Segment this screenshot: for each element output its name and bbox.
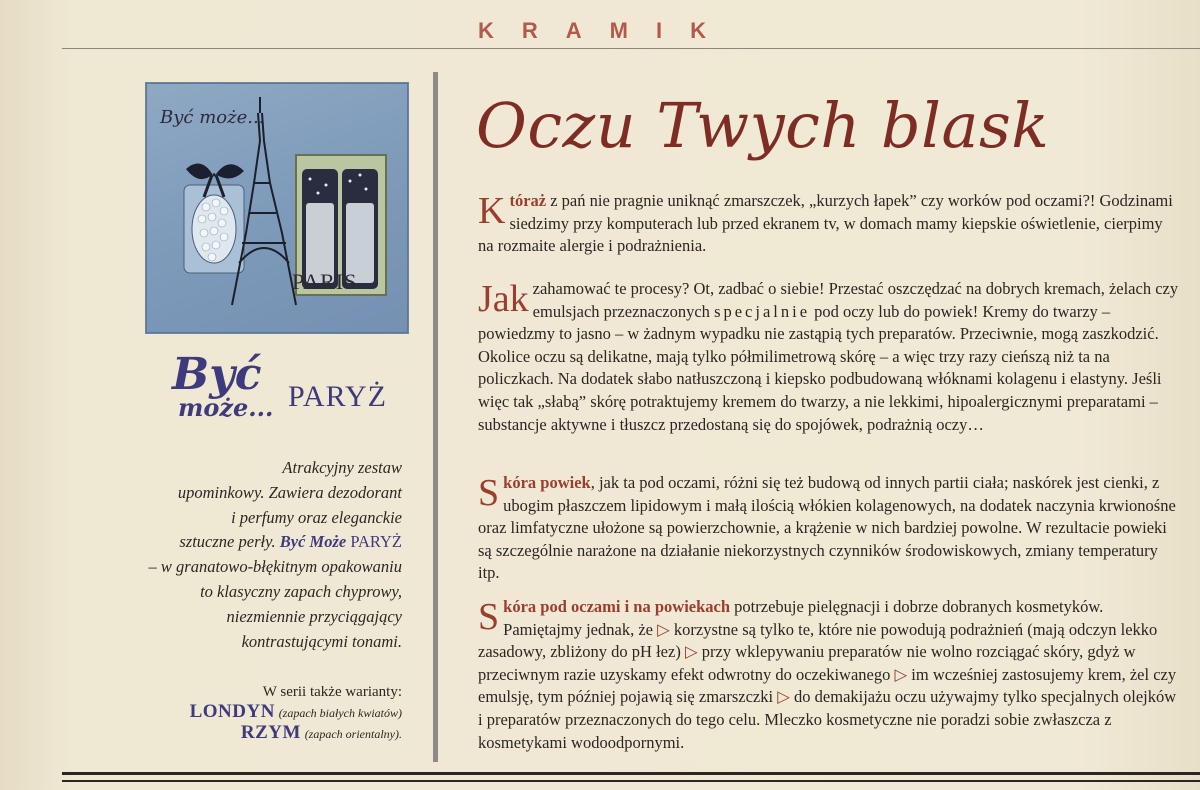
triangle-bullet-icon: ▷ [894, 664, 908, 684]
paragraph-lead: kóra powiek [503, 473, 591, 492]
desc-line: kontrastującymi tonami. [241, 631, 402, 651]
spaced-word: specjalnie [714, 301, 811, 321]
desc-brand-city: PARYŻ [350, 532, 402, 552]
drop-cap: K [478, 190, 506, 232]
article-paragraph [478, 278, 1180, 436]
desc-brand: Być Może [279, 532, 347, 552]
drop-cap: Jak [478, 278, 529, 320]
bottom-rule [62, 772, 1200, 775]
desc-text: sztuczne perły. [179, 532, 276, 552]
paragraph-text: potrzebuje pielęgnacji i dobrze dobranych kosmetyków. Pamiętajmy jednak, że [503, 597, 1104, 639]
brand-script-line2: może... [178, 393, 274, 422]
drop-cap: S [478, 472, 500, 514]
paragraph-text: pod oczy lub do powiek! Kremy do twarzy – powiedzmy to jasno – w żadnym wypadku nie zastąpią tych preparatów. Przeciwnie, mogą zaszkodzić. Okolice oczu są delikatne, mają tylko półmilimetrową skórę – a więc trzy razy cieńszą niż ta na policzkach. Na dodatek słabo natłuszczoną i kiepsko podbudowaną włóknami kolagenu i elastyny. Jeśli więc tak „słabą” skórę potraktujemy kremem do twarzy, a nie lekkimi, hipoalergicznymi preparatami – substancje aktywne i tłuszcz przedostaną się do spojówek, podrażnią oczy… [478, 301, 1162, 434]
section-header: KRAMIK [478, 18, 734, 43]
paragraph-lead: tóraż [509, 191, 547, 210]
paragraph-text: im wcześniej zastosujemy krem, żel czy emulsję, tym później pojawią się zmarszczki [478, 664, 1177, 707]
article-paragraph [478, 190, 1180, 258]
article-paragraph [478, 596, 1180, 754]
series-item-rome [130, 723, 402, 744]
series-note: (zapach białych kwiatów) [278, 706, 402, 720]
series-variants [130, 682, 402, 744]
paragraph-lead: kóra pod oczami i na powiekach [503, 597, 731, 616]
paragraph-text: , jak ta pod oczami, różni się też budową od innych partii ciała; naskórek jest cienki, z ubogim płaszczem lipidowym i małą ilością włókien kolagenowych, na dodatek naczynia krwionośne oraz limfatyczne ułożone są powierzchownie, a krążenie w nich bardziej powolne. W rezultacie powieki są szczególnie narażone na działanie niekorzystnych czynników środowiskowych, zmiany temperatury itp. [478, 473, 1176, 583]
drop-cap: S [478, 596, 500, 638]
paragraph-text: z pań nie pragnie uniknąć zmarszczek, „kurzych łapek” czy worków pod oczami?! Godzinami siedzimy przy komputerach lub przed ekranem tv, w domach mamy kiepskie oświetlenie, cierpimy na rozmaite alergie i podrażnienia. [478, 191, 1173, 256]
brand-script-line1: Być [172, 349, 262, 400]
product-photo [145, 82, 409, 334]
series-city: RZYM [240, 722, 301, 743]
desc-line: upominkowy. Zawiera dezodorant [177, 482, 402, 502]
series-city: LONDYN [189, 701, 275, 722]
series-intro: W serii także warianty: [262, 684, 402, 700]
bottom-rule-secondary [62, 780, 1200, 782]
article-title: Oczu Twych blask [476, 89, 1050, 162]
paragraph-text: do demakijażu oczu używajmy tylko specjalnych olejków i preparatów przeznaczonych do tego celu. Mleczko kosmetyczne nie poradzi sobie zwłaszcza z kosmetykami wodoodpornymi. [478, 687, 1177, 752]
desc-line: – w granatowo-błękitnym opakowaniu [148, 557, 402, 577]
desc-line: niezmiennie przyciągający [226, 606, 402, 626]
product-description [110, 456, 402, 654]
brand-city: PARYŻ [288, 380, 387, 413]
product-paris-label: PARIS [292, 269, 358, 294]
desc-line [110, 530, 402, 555]
header-rule [62, 48, 1200, 49]
series-note: (zapach orientalny). [304, 727, 402, 741]
triangle-bullet-icon: ▷ [777, 687, 790, 707]
paragraph-text: zahamować te procesy? Ot, zadbać o siebie! Przestać oszczędzać na dobrych kremach, żelach czy emulsjach przeznaczonych [532, 279, 1179, 321]
triangle-bullet-icon: ▷ [684, 642, 698, 662]
desc-line: Atrakcyjny zestaw [282, 458, 402, 477]
triangle-bullet-icon: ▷ [657, 619, 670, 639]
product-brand-script: Być może... [160, 107, 265, 128]
paragraph-text: korzystne są tylko te, które nie powodują podrażnień (mają odczyn lekko zasadowy, zbliżony do pH łez) [478, 619, 1158, 662]
desc-line: to klasyczny zapach chyprowy, [200, 581, 402, 601]
desc-line: i perfumy oraz eleganckie [231, 507, 402, 527]
series-item-london [130, 702, 402, 723]
paragraph-text: przy wklepywaniu preparatów nie wolno rozciągać skóry, gdyż w przeciwnym razie uzyskamy efekt odwrotny do oczekiwanego [478, 642, 1136, 684]
column-divider [433, 72, 438, 762]
brand-logo [172, 349, 274, 422]
article-paragraph [478, 472, 1180, 585]
